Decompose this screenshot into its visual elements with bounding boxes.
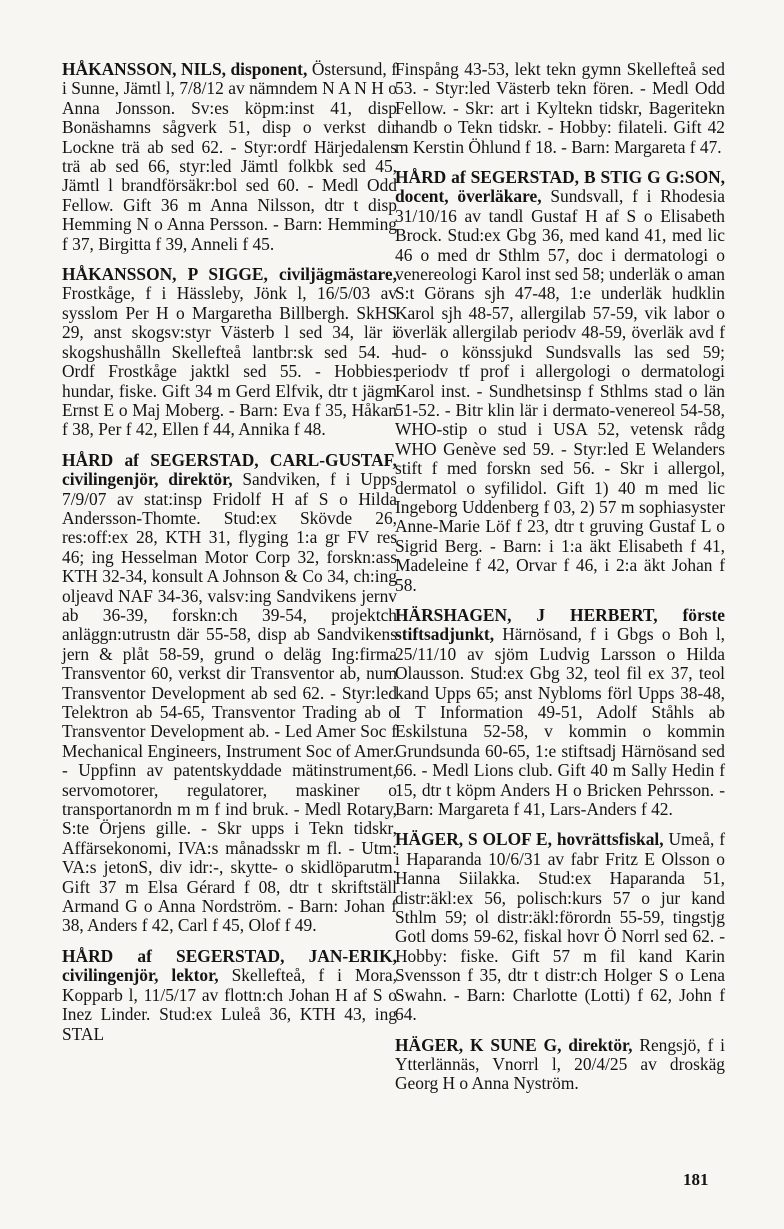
entry-header: HÄGER, S OLOF E, hovrättsfiskal, <box>395 829 664 850</box>
entry-body: Härnösand, f i Gbgs o Boh l, 25/11/10 av sjöm Ludvig Larsson o Hilda Olausson. Stud:ex Gbg 32, teol fil ex 37, teol kand Upps 65; anst Nybloms förl Upps 38-48, I T Information 49-51, Adolf Ståhls ab Eskilstuna 52-58, v kommin o kommin Grundsunda 60-65, 1:e stiftsadj Härnösand sed 66. - Medl Lions club. Gift 40 m Sally Hedin f 15, dtr t köpm Anders H o Bricken Pehrsson. - Barn: Margareta f 41, Lars-Anders f 42. <box>395 624 725 820</box>
entry-header: HÄRSHAGEN, J HERBERT, förste stiftsadjunkt, <box>395 604 725 645</box>
entry-body: Sundsvall, f i Rhodesia 31/10/16 av tandl Gustaf H af S o Elisabeth Brock. Stud:ex Gbg 36, med kand 41, med lic 46 o med dr Sthlm 57, doc i dermatologi o venereologi Karol inst sed 58; underläk o aman S:t Görans sjh 47-48, 1:e underläk hudklin Karol sjh 48-57, allergilab 57-59, vik labor o överläk allergilab periodv 48-59, överläk avd f hud- o könssjukd Sundsvalls las sed 59; periodv tf prof i allergologi o dermatologi Karol inst. - Sundhetsinsp f Sthlms stad o län 51-52. - Bitr klin lär i dermato-venereol 54-58, WHO-stip o stud i USA 52, vetensk rådg WHO Genève sed 59. - Styr:led E Welanders stift f med forskn sed 56. - Skr i allergol, dermatol o syfilidol. Gift 1) 40 m med lic Ingeborg Uddenberg f 03, 2) 57 m sophiasyster Anne-Marie Löf f 23, dtr t gruving Gustaf L o Sigrid Berg. - Barn: i 1:a äkt Elisabeth f 41, Madeleine f 42, Orvar f 46, i 2:a äkt Johan f 58. <box>395 186 725 595</box>
entry-harshagen-herbert <box>395 606 725 819</box>
entry-header: HÅRD af SEGERSTAD, B STIG G G:SON, docent, överläkare, <box>395 167 725 207</box>
entry-hard-jan-erik-continued <box>395 60 725 157</box>
entry-body: Rengsjö, f i Ytterlännäs, Vnorrl l, 20/4/25 av droskäg Georg H o Anna Nyström. <box>395 1034 725 1094</box>
entry-body: Östersund, f i Sunne, Jämtl l, 7/8/12 av nämndem N A N H o Anna Jonsson. Sv:es köpm:inst 41, disp Bonäshamns sågverk 51, disp o verkst dir Lockne trä ab sed 62. - Styr:ordf Härjedalens trä ab sed 66, styr:led Jämtl folkbk sed 45, Jämtl l brandförsäkr:bol sed 60. - Medl Odd Fellow. Gift 36 m Anna Nilsson, dtr t disp Hemming N o Anna Persson. - Barn: Hemming f 37, Birgitta f 39, Anneli f 45. <box>62 59 397 254</box>
entry-hakansson-nils <box>62 60 397 254</box>
entry-body: Finspång 43-53, lekt tekn gymn Skellefteå sed 53. - Styr:led Västerb tekn fören. - Medl Odd Fellow. - Skr: art i Kyltekn tidskr, Bageritekn handb o Tekn tidskr. - Hobby: filateli. Gift 42 m Kerstin Öhlund f 18. - Barn: Margareta f 47. <box>395 59 725 157</box>
left-column <box>62 60 397 1055</box>
entry-header: HÅRD af SEGERSTAD, JAN-ERIK, civilingenjör, lektor, <box>62 945 397 986</box>
entry-hakansson-sigge <box>62 265 397 440</box>
entry-hard-jan-erik <box>62 947 397 1044</box>
entry-body: Frostkåge, f i Hässleby, Jönk l, 16/5/03 av sysslom Per H o Margaretha Billbergh. SkHS 29, anst skogsv:styr Västerb l sed 34, lär i skogshushålln Skellefteå lantbr:sk sed 54. - Ordf Frostkåge jaktkl sed 55. - Hobbies: hundar, fiske. Gift 34 m Gerd Elfvik, dtr t jägm Ernst E o Maj Moberg. - Barn: Eva f 35, Håkan f 38, Per f 42, Ellen f 44, Annika f 48. <box>62 283 397 440</box>
entry-body: Sandviken, f i Upps 7/9/07 av stat:insp Fridolf H af S o Hilda Andersson-Thomte. Stud:ex Skövde 26, res:off:ex 28, KTH 31, flyging 1:a gr FV res 46; ing Hesselman Motor Corp 32, forskn:ass KTH 32-34, konsult A Johnson & Co 34, ch:ing oljeavd NAF 34-36, valsv:ing Sandvikens jernv ab 36-39, forskn:ch 39-54, projektch anläggn:utrustn där 55-58, disp ab Sandvikens jern & plåt 58-59, grund o deläg Ing:firma Transventor 60, verkst dir Transventor ab, num Transventor Development ab sed 62. - Styr:led Telektron ab 54-65, Transventor Trading ab o Transventor Development ab. - Led Amer Soc f Mechanical Engineers, Instrument Soc of Amer. - Uppfinn av patentskyddade mätinstrument, servomotorer, regulatorer, maskiner o transportanordn m m f ind bruk. - Medl Rotary, S:te Örjens gille. - Skr upps i Tekn tidskr, Affärsekonomi, IVA:s månadsskr m fl. - Utm: VA:s jetonS, div idr:-, skytte- o skidlöparutm. Gift 37 m Elsa Gérard f 08, dtr t skriftställ Armand G o Anna Nordström. - Barn: Johan f 38, Anders f 42, Carl f 45, Olof f 49. <box>62 469 397 936</box>
entry-hard-stig <box>395 168 725 595</box>
entry-header: HÅKANSSON, NILS, disponent, <box>62 59 308 79</box>
entry-hager-olof <box>395 830 725 1024</box>
entry-header: HÄGER, K SUNE G, direktör, <box>395 1034 633 1055</box>
entry-body: Skellefteå, f i Mora, Kopparb l, 11/5/17 av flottn:ch Johan H af S o Inez Linder. Stud:ex Luleå 36, KTH 43, ing STAL <box>62 965 398 1044</box>
page-number: 181 <box>683 1170 709 1189</box>
entry-hard-carl-gustaf <box>62 451 397 936</box>
entry-body: Umeå, f i Haparanda 10/6/31 av fabr Fritz E Olsson o Hanna Siilakka. Stud:ex Haparanda 51, distr:äkl:ex 56, polisch:kurs 57 o jur kand Sthlm 59; ol distr:äkl:förordn 55-59, tingstjg Gotl doms 59-62, fiskal hovr Ö Norrl sed 62. - Hobby: fiske. Gift 57 m fil kand Karin Svensson f 35, dtr t distr:ch Holger S o Lena Swahn. - Barn: Charlotte (Lotti) f 62, John f 64. <box>395 829 726 1025</box>
right-column <box>395 60 725 1105</box>
entry-header: HÅRD af SEGERSTAD, CARL-GUSTAF, civilingenjör, direktör, <box>62 449 397 490</box>
entry-header: HÅKANSSON, P SIGGE, civiljägmästare, <box>62 264 397 285</box>
entry-hager-sune <box>395 1036 725 1094</box>
